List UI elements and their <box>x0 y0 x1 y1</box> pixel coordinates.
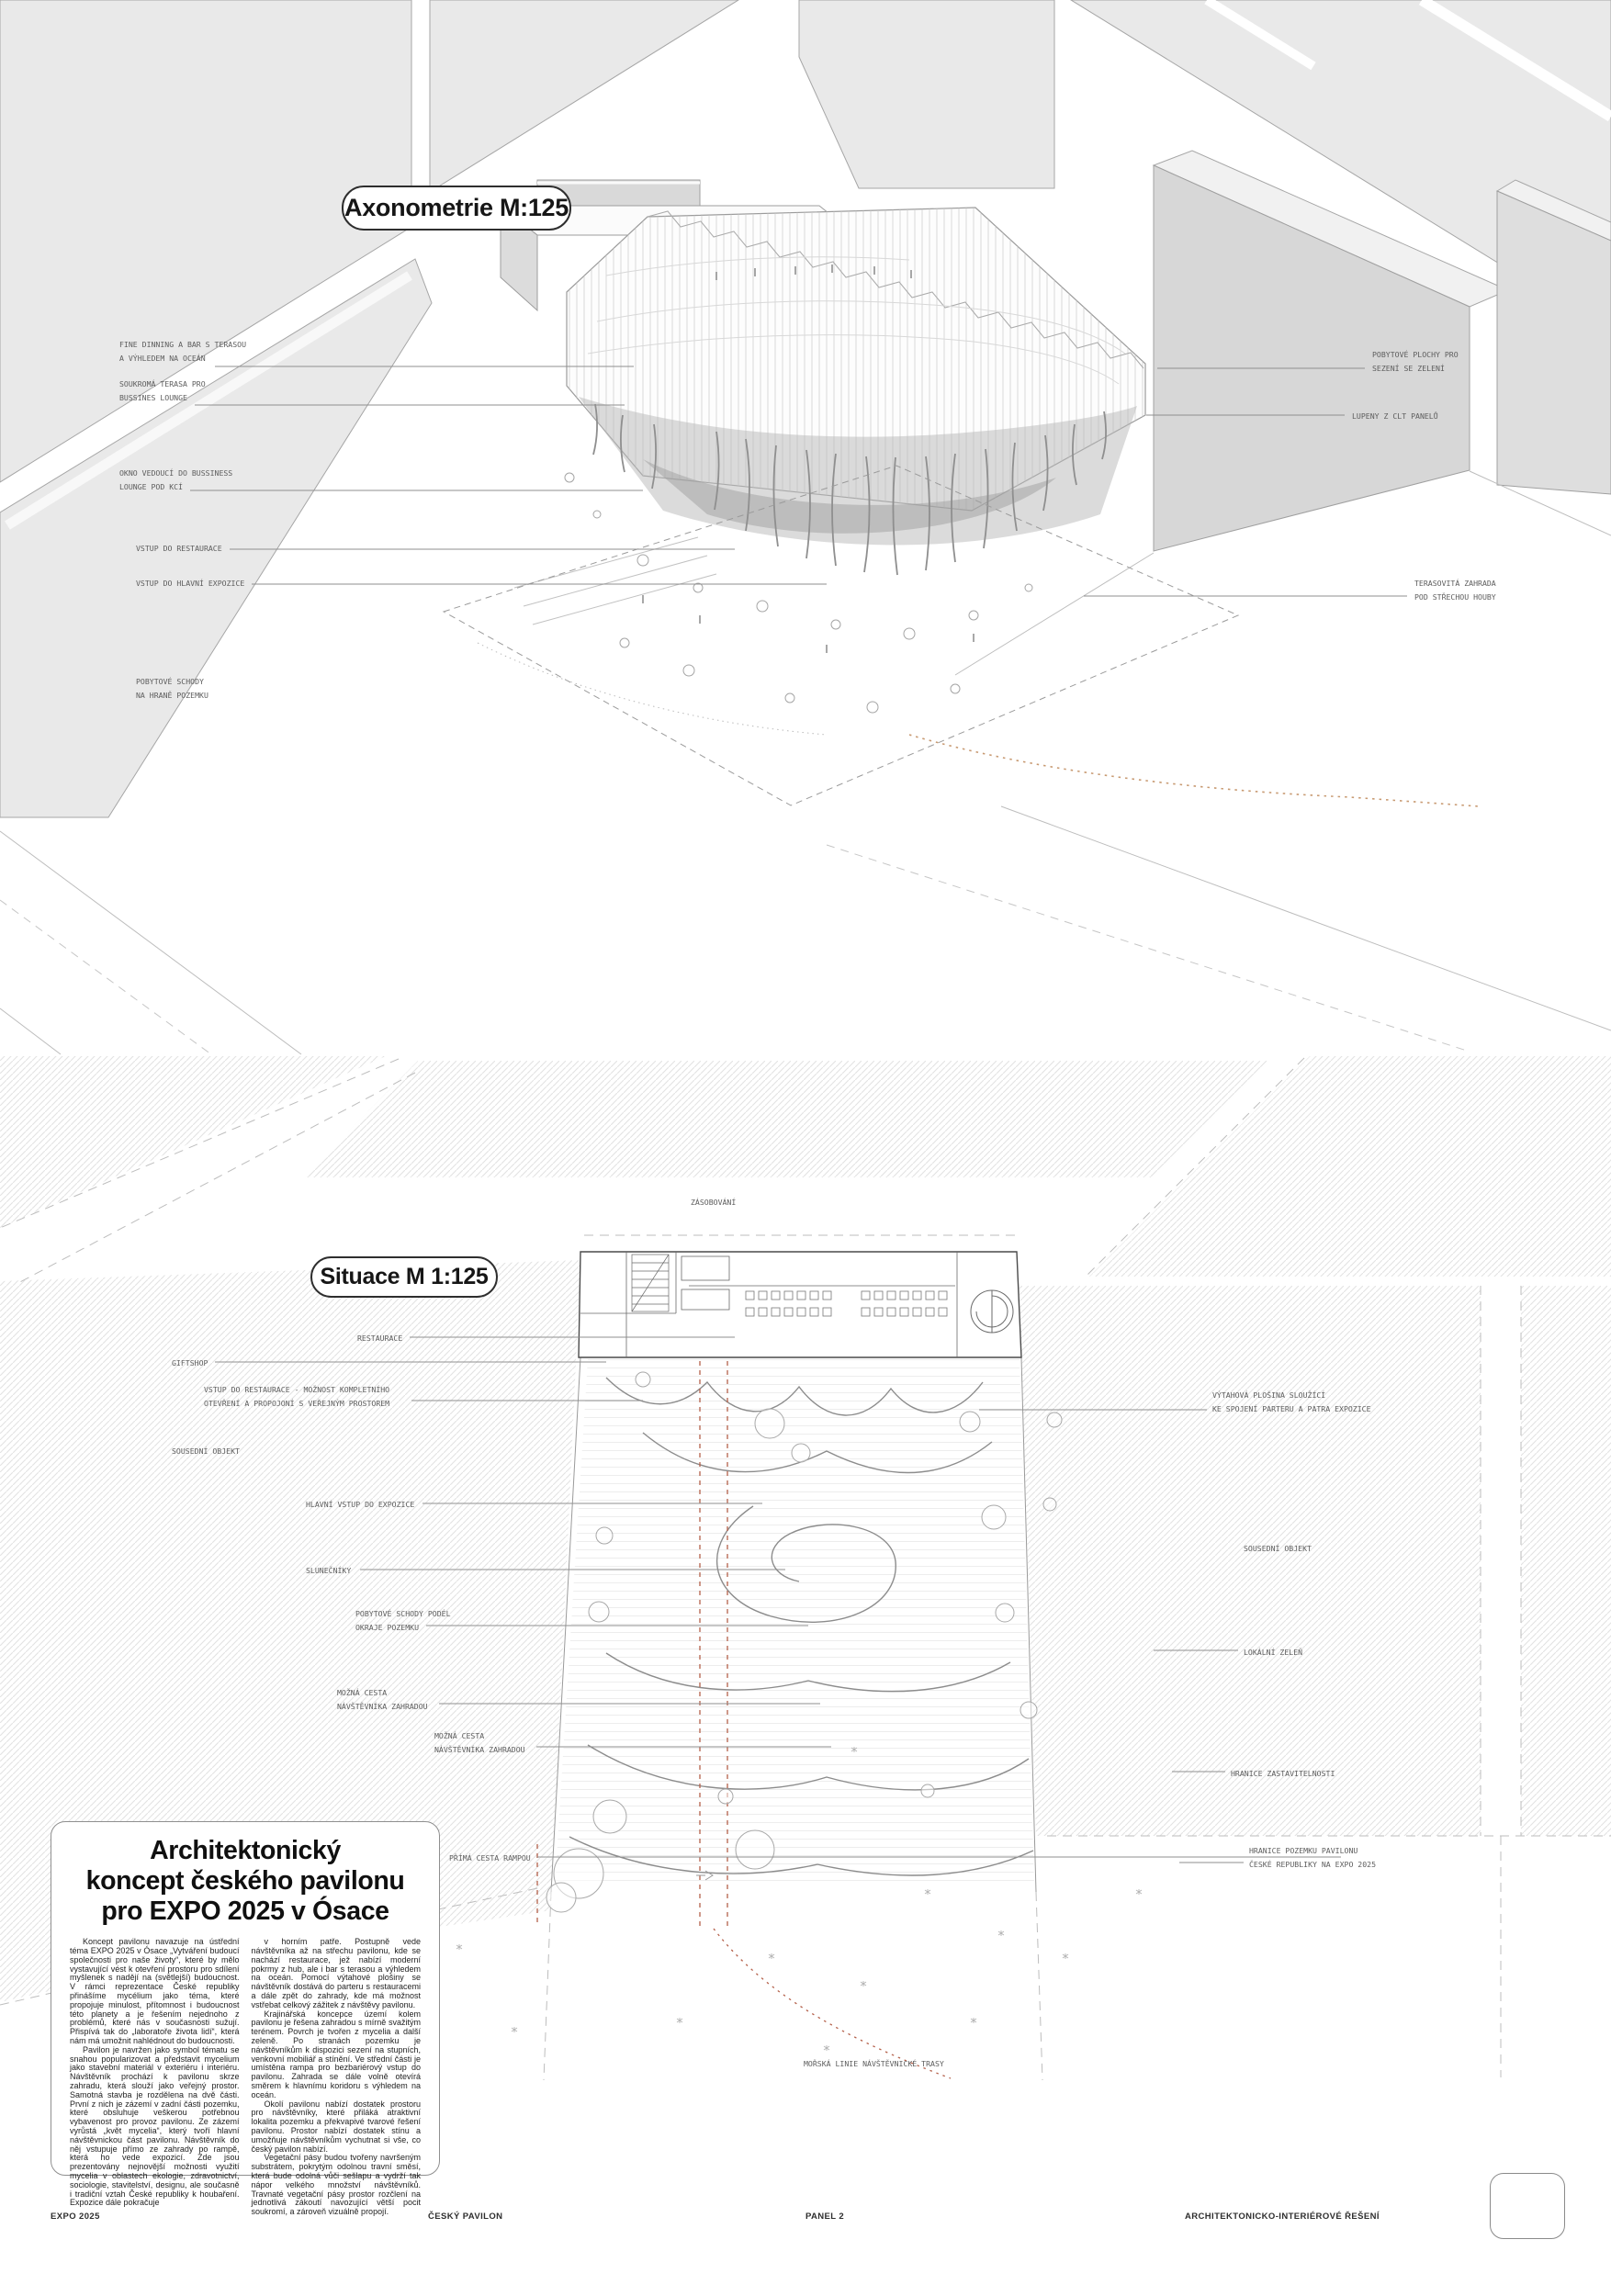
footer-expo: EXPO 2025 <box>51 2212 100 2222</box>
plan-label-main-entry: HLAVNÍ VSTUP DO EXPOZICE <box>306 1500 415 1509</box>
plan-label-edge-stairs: POBYTOVÉ SCHODY PODÉL OKRAJE POZEMKU <box>355 1609 451 1632</box>
plan-label-restaurant: RESTAURACE <box>357 1334 403 1343</box>
axon-label-clt-louvers: LUPENY Z CLT PANELŮ <box>1352 411 1438 421</box>
axonometric-drawing <box>0 0 1611 1056</box>
pavilion-plan-building <box>579 1252 1021 1357</box>
axon-label-private-terrace: SOUKROMÁ TERASA PRO BUSSINES LOUNGE <box>119 379 206 402</box>
concept-title: Architektonický koncept českého pavilonu pro EXPO 2025 v Ósace <box>85 1836 405 1926</box>
axon-title: Axonometrie M:125 <box>344 194 569 221</box>
garden-contours <box>555 1359 1034 1887</box>
plan-label-neighbor-right: SOUSEDNÍ OBJEKT <box>1244 1544 1312 1553</box>
plan-label-neighbor-left: SOUSEDNÍ OBJEKT <box>172 1446 240 1456</box>
concept-paragraph: Krajinářská koncepce území kolem pavilonu je řešena zahradou s mírně svažitým terénem. Povrch je tvořen z mycelia a další zeleně. Po stranách pozemku je návštěvníkům k dispozici sezení na stupních, venkovní mobiliář a stínění. Ve střední části je umístěna rampa pro bezbariérový vstup do pavilonu. Zahrada se dále volně otevírá směrem k hlavnímu koridoru s výhledem na oceán. <box>251 2009 421 2099</box>
visitor-route-dotted <box>909 735 1479 806</box>
plan-label-lift-platform: VÝTAHOVÁ PLOŠINA SLOUŽÍCÍ KE SPOJENÍ PARTERU A PATRA EXPOZICE <box>1212 1390 1371 1413</box>
concept-paragraph: Okolí pavilonu nabízí dostatek prostoru pro návštěvníky, které přiláká atraktivní lokalita pozemku a překvapivé tvarové řešení pavilonu. Prostor nabízí dostatek stínu a umožňuje návštěvníkům vychutnat si vše, co český pavilon nabízí. <box>251 2099 421 2154</box>
footer-section: ARCHITEKTONICKO-INTERIÉROVÉ ŘEŠENÍ <box>1185 2212 1380 2222</box>
plan-label-supply: ZÁSOBOVÁNÍ <box>691 1198 737 1207</box>
axon-label-restaurant-entry: VSTUP DO RESTAURACE <box>136 544 222 553</box>
footer-pavilion: ČESKÝ PAVILON <box>428 2212 503 2222</box>
axon-label-seating-areas: POBYTOVÉ PLOCHY PRO SEZENÍ SE ZELENÍ <box>1372 350 1459 373</box>
site-title-pill <box>310 1256 498 1298</box>
plan-label-parasols: SLUNEČNÍKY <box>306 1566 352 1575</box>
axon-title-pill <box>342 186 571 231</box>
axon-label-edge-stairs: POBYTOVÉ SCHODY NA HRANĚ POZEMKU <box>136 677 208 700</box>
plan-label-restaurant-entry: VSTUP DO RESTAURACE - MOŽNOST KOMPLETNÍHO OTEVŘENÍ A PROPOJONÍ S VEŘEJNÝM PROSTOREM <box>204 1385 390 1408</box>
concept-paragraph: Koncept pavilonu navazuje na ústřední téma EXPO 2025 v Ósace „Vytváření budoucí společnosti pro naše životy“, které by mělo vystavující vést k otevření prostoru pro sdílení myšlenek s nadějí na (světlejší) budoucnost. V rámci reprezentace České republiky přinášíme mycélium jako téma, které propojuje minulost, přítomnost i budoucnost této planety a je řešením nejednoho z problémů, které nás v současnosti sužují. Přispívá tak do „laboratoře života lidí“, která nám má umožnit nahlédnout do budoucnosti. <box>70 1937 240 2046</box>
plan-label-plot-boundary: HRANICE POZEMKU PAVILONU ČESKÉ REPUBLIKY NA EXPO 2025 <box>1249 1846 1377 1869</box>
concept-paragraph: Pavilon je navržen jako symbol tématu se snahou popularizovat a představit mycelium jako stavební materiál v exteriéru i interiéru. Návštěvník prochází k pavilonu skrze zahradu, která slouží jako veřejný prostor. Samotná stavba je rozdělena na dvě části. První z nich je zázemí v zadní části pozemku, které obsluhuje veškerou potřebnou vybavenost pro provoz pavilonu. Ze zázemí vyrůstá „květ mycelia“, který tvoří hlavní návštěvnickou část pavilonu. Návštěvník do něj vstupuje přímo ze zahrady po rampě, která ho vede expozicí. Zde jsou prezentovány nejnovější možnosti využití mycelia v oblastech ekologie, zdravotnictví, sociologie, stavitelství, designu, ale současně i tradiční vztah České republiky k houbaření. Expozice dále pokračuje <box>70 2044 240 2208</box>
axon-label-window-lounge: OKNO VEDOUCÍ DO BUSSINESS LOUNGE POD KCÍ <box>119 468 233 491</box>
corner-rounded-box <box>1490 2173 1565 2239</box>
plan-label-buildable-limit: HRANICE ZASTAVITELNOSTI <box>1231 1769 1335 1778</box>
footer-panel: PANEL 2 <box>806 2212 845 2222</box>
axon-label-exhibition-entry: VSTUP DO HLAVNÍ EXPOZICE <box>136 579 245 588</box>
plan-label-sea-line: MOŘSKÁ LINIE NÁVŠTĚVNICKÉ TRASY <box>804 2059 944 2068</box>
site-title: Situace M 1:125 <box>320 1264 489 1289</box>
concept-paragraph: Vegetační pásy budou tvořeny navršeným substrátem, pokrytým odolnou travní směsí, která bude odolná vůči sešlapu a vydrží tak nápor velkého množství návštěvníků. Travnaté vegetační pásy prostor rozčlení na jednotlivá zákoutí navozující větší pocit soukromí, a zároveň vizuálně propojí. <box>251 2153 421 2217</box>
axon-label-terraced-garden: TERASOVITÁ ZAHRADA POD STŘECHOU HOUBY <box>1414 579 1496 602</box>
concept-column-right <box>252 1938 422 2217</box>
plan-label-local-greenery: LOKÁLNÍ ZELEŇ <box>1244 1648 1303 1657</box>
plan-label-giftshop: GIFTSHOP <box>172 1358 208 1367</box>
concept-paragraph: v horním patře. Postupně vede návštěvníka až na střechu pavilonu, kde se nachází restaurace, jež nabízí moderní pokrmy z hub, ale i bar s terasou a výhledem na oceán. Pomocí výtahové plošiny se návštěvník dostává do parteru s restauracemi a dále zpět do zahrady, kde má možnost vstřebat celkový zážitek z návštěvy pavilonu. <box>251 1937 421 2009</box>
axon-label-fine-dining: FINE DINNING A BAR S TERASOU A VÝHLEDEM NA OCEÁN <box>119 340 247 363</box>
plan-label-ramp-path: PŘÍMÁ CESTA RAMPOU <box>449 1853 531 1863</box>
concept-text-block <box>51 1821 440 2217</box>
plan-label-visitor-path-2: MOŽNÁ CESTA NÁVŠTĚVNÍKA ZAHRADOU <box>434 1731 525 1754</box>
concept-column-left <box>70 1938 240 2217</box>
plan-label-visitor-path-1: MOŽNÁ CESTA NÁVŠTĚVNÍKA ZAHRADOU <box>337 1688 428 1711</box>
